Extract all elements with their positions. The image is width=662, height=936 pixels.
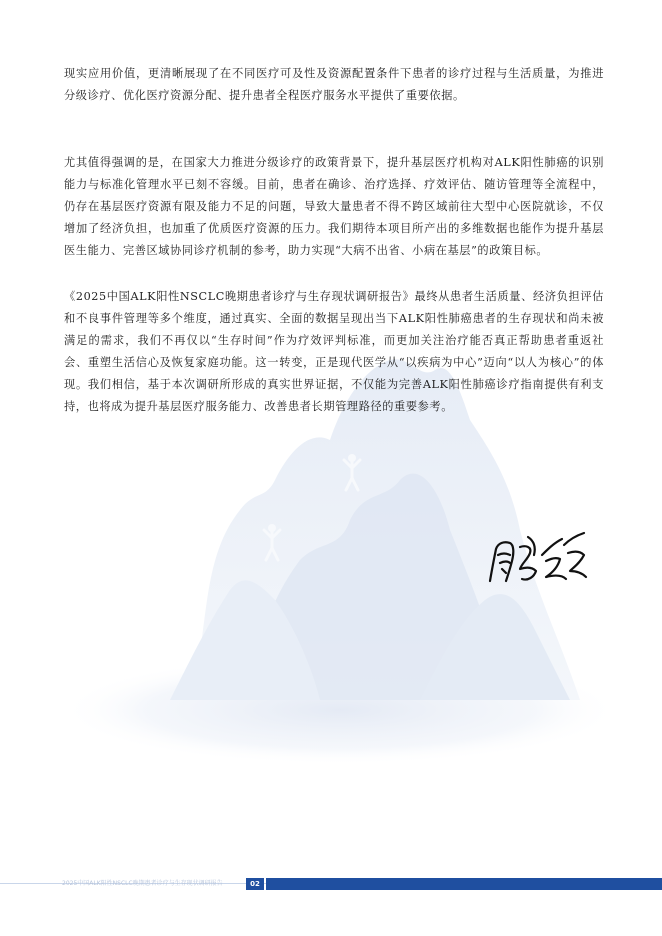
paragraph-1: 现实应用价值，更清晰展现了在不同医疗可及性及资源配置条件下患者的诊疗过程与生活质量，为推进分级诊疗、优化医疗资源分配、提升患者全程医疗服务水平提供了重要依据。	[64, 67, 604, 102]
paragraph-3: 《2025中国ALK阳性NSCLC晚期患者诊疗与生存现状调研报告》最终从患者生活质量、经济负担评估和不良事件管理等多个维度，通过真实、全面的数据呈现出当下ALK阳性肺癌患者的生存现状和尚未被满足的需求，我们不再仅以“生存时间”作为疗效评判标准，而更加关注治疗能否真正帮助患者重返社会、重塑生活信心及恢复家庭功能。这一转变，正是现代医学从“以疾病为中心”迈向“以人为核心”的体现。我们相信，基于本次调研所形成的真实世界证据，不仅能为完善ALK阳性肺癌诊疗指南提供有利支持，也将成为提升基层医疗服务能力、改善患者长期管理路径的重要参考。	[64, 290, 604, 413]
page-number: 02	[246, 878, 264, 890]
page-footer	[0, 878, 662, 890]
footer-accent-bar	[266, 878, 662, 890]
paragraph-2: 尤其值得强调的是，在国家大力推进分级诊疗的政策背景下，提升基层医疗机构对ALK阳性肺癌的识别能力与标准化管理水平已刻不容缓。目前，患者在确诊、治疗选择、疗效评估、随访管理等全流程中，仍存在基层医疗资源有限及能力不足的问题，导致大量患者不得不跨区域前往大型中心医院就诊，不仅增加了经济负担，也加重了优质医疗资源的压力。我们期待本项目所产出的多维数据也能作为提升基层医生能力、完善区域协同诊疗机制的参考，助力实现“大病不出省、小病在基层”的政策目标。	[64, 156, 604, 257]
footer-report-title: 2025中国ALK阳性NSCLC晚期患者诊疗与生存现状调研报告	[62, 880, 223, 887]
handwritten-signature	[484, 525, 594, 587]
